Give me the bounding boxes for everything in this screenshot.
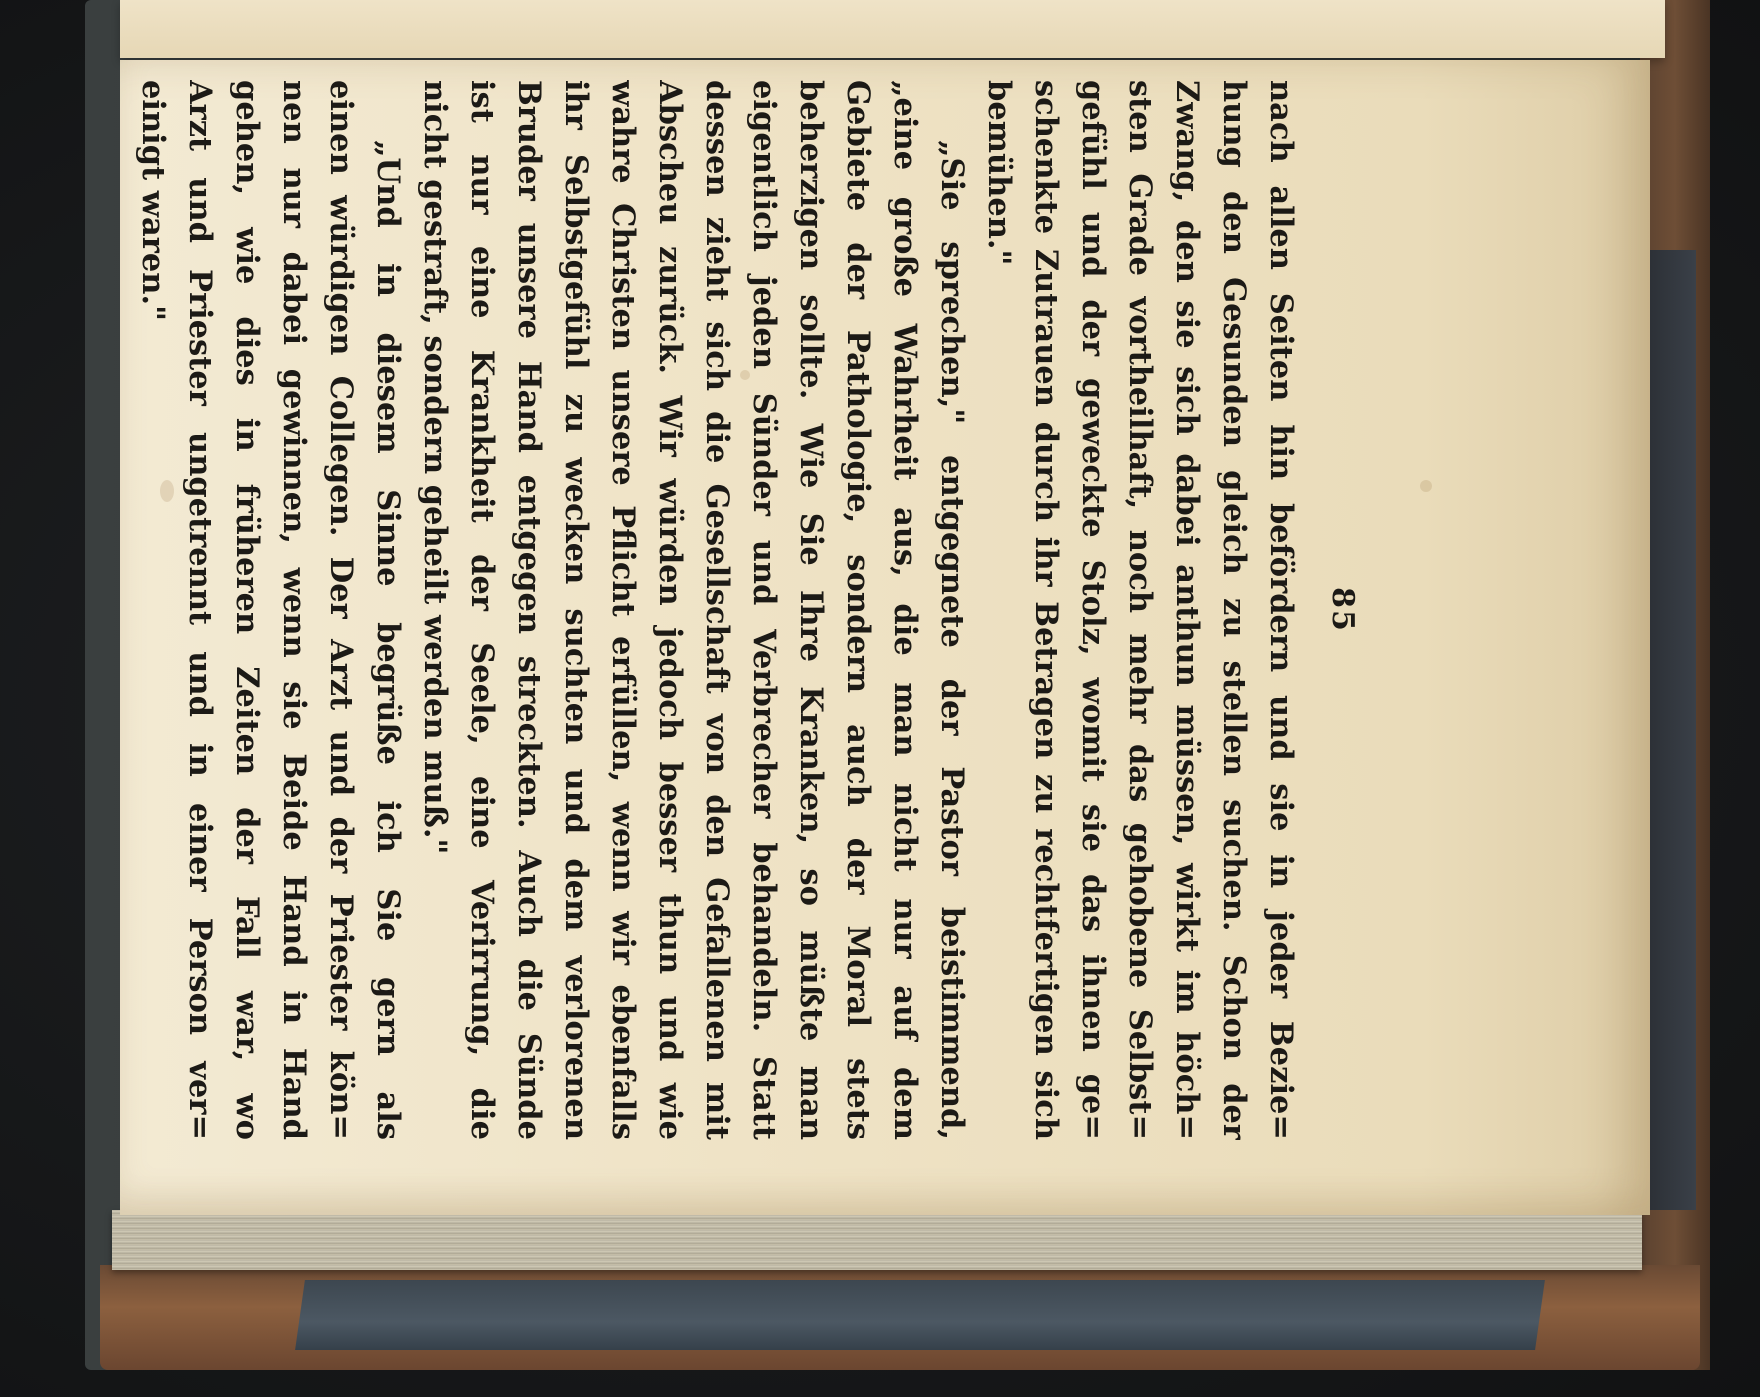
- body-text: [129, 80, 1304, 1140]
- text-line: „Und in diesem Sinne begrüße ich Sie gern als: [370, 140, 406, 1140]
- text-line: „Sie sprechen," entgegnete der Pastor beistimmend,: [934, 140, 970, 1140]
- text-line: Abscheu zurück. Wir würden jedoch besser thun und wie: [652, 80, 688, 1140]
- foxing-spot: [1420, 480, 1432, 492]
- text-line: beherzigen sollte. Wie Sie Ihre Kranken, so müßte man: [793, 80, 829, 1140]
- cover-cloth-panel: [1648, 250, 1696, 1210]
- text-line: einen würdigen Collegen. Der Arzt und der Priester kön=: [323, 80, 359, 1140]
- text-line: dessen zieht sich die Gesellschaft von den Gefallenen mit: [699, 80, 735, 1140]
- text-line: nach allen Seiten hin befördern und sie in jeder Bezie=: [1263, 80, 1299, 1140]
- text-line: „eine große Wahrheit aus, die man nicht nur auf dem: [887, 80, 923, 1140]
- text-line: gehen, wie dies in früheren Zeiten der Fall war, wo: [229, 80, 265, 1140]
- text-line: einigt waren.": [135, 80, 171, 321]
- text-line: schenkte Zutrauen durch ihr Betragen zu rechtfertigen sich: [1028, 80, 1064, 1140]
- page-block-edges: [112, 1210, 1642, 1270]
- text-line: nen nur dabei gewinnen, wenn sie Beide Hand in Hand: [276, 80, 312, 1140]
- text-line: nicht gestraft, sondern geheilt werden muß.": [417, 80, 453, 855]
- cover-cloth-band: [295, 1280, 1545, 1350]
- text-line: Bruder unsere Hand entgegen streckten. Auch die Sünde: [511, 80, 547, 1140]
- previous-page-edge: [120, 0, 1665, 58]
- text-line: ihr Selbstgefühl zu wecken suchten und dem verlorenen: [558, 80, 594, 1140]
- page-text-block: [135, 80, 1360, 1140]
- text-line: bemühen.": [981, 80, 1017, 266]
- text-line: wahre Christen unsere Pflicht erfüllen, wenn wir ebenfalls: [605, 80, 641, 1140]
- text-line: Arzt und Priester ungetrennt und in einer Person ver=: [182, 80, 218, 1140]
- text-line: ist nur eine Krankheit der Seele, eine Verirrung, die: [464, 80, 500, 1140]
- text-line: hung den Gesunden gleich zu stellen suchen. Schon der: [1216, 80, 1252, 1140]
- text-line: gefühl und der geweckte Stolz, womit sie das ihnen ge=: [1075, 80, 1111, 1140]
- text-line: Gebiete der Pathologie, sondern auch der Moral stets: [840, 80, 876, 1140]
- page-number: 85: [1325, 587, 1360, 633]
- text-line: Zwang, den sie sich dabei anthun müssen, wirkt im höch=: [1169, 80, 1205, 1140]
- text-line: eigentlich jeden Sünder und Verbrecher behandeln. Statt: [746, 80, 782, 1140]
- text-line: sten Grade vortheilhaft, noch mehr das gehobene Selbst=: [1122, 80, 1158, 1140]
